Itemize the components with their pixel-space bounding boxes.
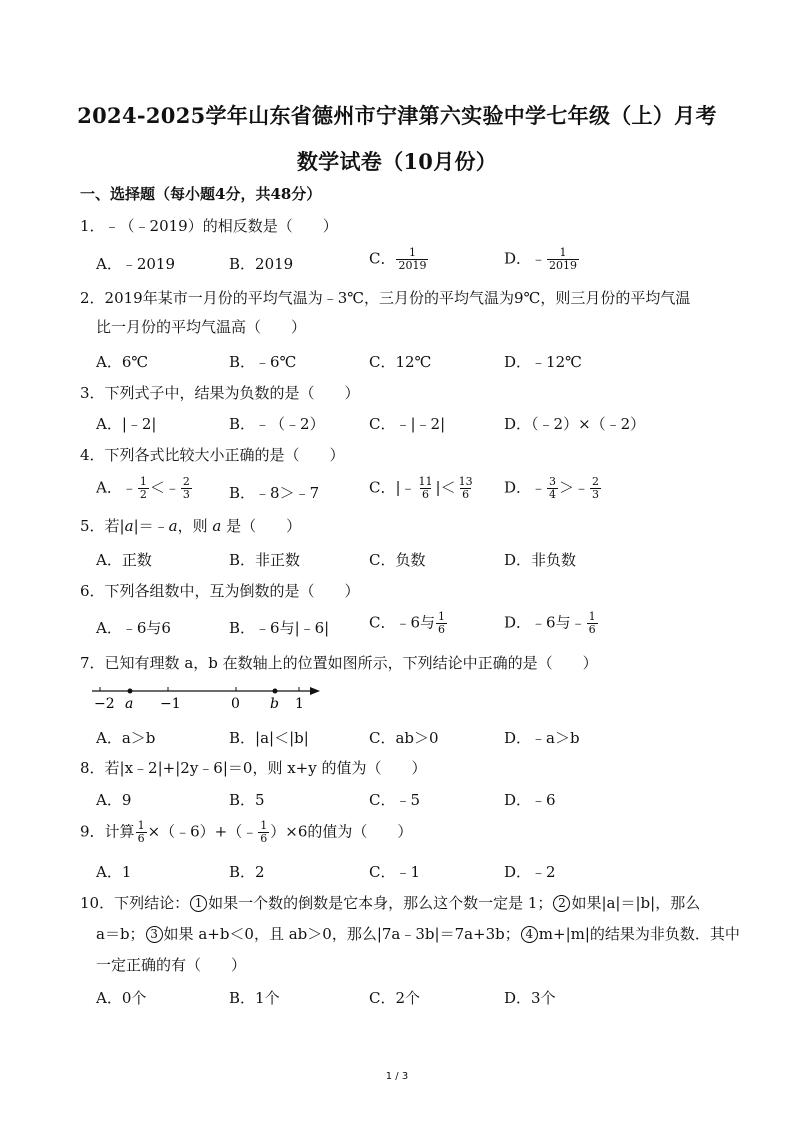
option-d: D．﹣ $\frac{1}{2019}$	[504, 246, 578, 272]
option-d: D．（﹣2）×（﹣2）	[504, 415, 646, 433]
option-a: A．﹣6与6	[96, 619, 171, 637]
option-d: D．3个	[504, 989, 556, 1007]
option-b: B．2	[229, 863, 265, 881]
option-d: D．﹣2	[504, 863, 556, 881]
option-a: A．﹣ $\frac{1}{2}$ ＜﹣ $\frac{2}{3}$	[96, 475, 190, 501]
question-4-options	[96, 475, 716, 506]
label-1: 1	[295, 696, 304, 712]
option-d: D．﹣12℃	[504, 353, 582, 371]
page-number: 1 / 3	[385, 1071, 409, 1082]
question-2-options	[96, 351, 716, 375]
question-3-options	[96, 413, 716, 437]
question-10-options	[96, 987, 716, 1011]
label-0: 0	[231, 696, 240, 712]
option-a: A．6℃	[96, 353, 149, 371]
option-d: D．非负数	[504, 551, 577, 569]
option-a: A．|﹣2|	[96, 415, 157, 433]
point-b	[273, 689, 278, 694]
number-line-figure	[88, 680, 328, 714]
question-6: 6．下列各组数中，互为倒数的是（ ）	[80, 582, 360, 600]
option-c: C．﹣5	[369, 791, 421, 809]
option-c: C． $\frac{1}{2019}$	[369, 246, 427, 272]
option-b: B．2019	[229, 255, 294, 273]
option-d: D．﹣ $\frac{3}{4}$ ＞﹣ $\frac{2}{3}$	[504, 475, 600, 501]
option-d: D．﹣6	[504, 791, 556, 809]
question-6-options	[96, 610, 716, 641]
question-10-line2: a＝b； 3 如果 a+b＜0，且 ab＞0，那么|7a﹣3b|＝7a+3b； 4 m+|m|的结果为非负数．其中	[96, 925, 740, 943]
question-8: 8．若|x﹣2|+|2y﹣6|＝0，则 x+y 的值为（ ）	[80, 759, 427, 777]
option-c: C．负数	[369, 551, 426, 569]
option-a: A．正数	[96, 551, 152, 569]
option-d: D．﹣a＞b	[504, 729, 580, 747]
option-c: C．2个	[369, 989, 421, 1007]
option-a: A．1	[96, 863, 132, 881]
page-subtitle: 数学试卷（10月份）	[296, 149, 498, 174]
question-10-line1: 10．下列结论： 1 如果一个数的倒数是它本身，那么这个数一定是 1； 2 如果|a|＝|b|，那么	[80, 894, 701, 912]
question-9: 9．计算 $\frac{1}{6}$ ×（﹣6）+（﹣ $\frac{1}{6}$ ）×6的值为（ ）	[80, 819, 413, 845]
question-4: 4．下列各式比较大小正确的是（ ）	[80, 446, 345, 464]
question-10-line3: 一定正确的有（ ）	[96, 956, 247, 974]
option-c: C．|﹣ $\frac{11}{6}$ |＜ $\frac{13}{6}$	[369, 475, 473, 501]
option-a: A．a＞b	[96, 729, 156, 747]
question-3: 3．下列式子中，结果为负数的是（ ）	[80, 384, 360, 402]
option-b: B．5	[229, 791, 265, 809]
label-b: b	[270, 696, 279, 712]
option-a: A．﹣2019	[96, 255, 176, 273]
question-7: 7．已知有理数 a，b 在数轴上的位置如图所示，下列结论中正确的是（ ）	[80, 654, 598, 672]
circled-number: 3	[146, 926, 163, 943]
option-a: A．9	[96, 791, 132, 809]
label-a: a	[125, 696, 134, 712]
option-d: D．﹣6与﹣ $\frac{1}{6}$	[504, 610, 596, 636]
option-c: C．﹣6与 $\frac{1}{6}$	[369, 610, 446, 636]
option-b: B．|a|＜|b|	[229, 729, 309, 747]
point-a	[128, 689, 133, 694]
question-1-options	[96, 246, 716, 277]
option-b: B．﹣6与|﹣6|	[229, 619, 330, 637]
option-a: A．0个	[96, 989, 147, 1007]
circled-number: 2	[553, 895, 570, 912]
number-line-arrow	[310, 687, 320, 695]
question-5: 5．若|a|＝﹣a，则 a 是（ ）	[80, 517, 302, 535]
option-c: C．ab＞0	[369, 729, 439, 747]
option-c: C．12℃	[369, 353, 432, 371]
question-8-options	[96, 789, 716, 813]
option-c: C．﹣1	[369, 863, 421, 881]
question-2: 2．2019年某市一月份的平均气温为﹣3℃，三月份的平均气温为9℃，则三月份的平均气温	[80, 289, 691, 307]
section-heading: 一、选择题（每小题4分，共48分）	[80, 185, 322, 203]
question-number: 1．	[80, 217, 105, 235]
option-b: B．﹣6℃	[229, 353, 297, 371]
question-1	[80, 216, 338, 236]
circled-number: 1	[190, 895, 207, 912]
option-b: B．非正数	[229, 551, 301, 569]
question-7-options	[96, 727, 716, 751]
circled-number: 4	[521, 926, 538, 943]
option-b: B．﹣（﹣2）	[229, 415, 325, 433]
label-minus-1: −1	[160, 696, 181, 712]
option-b: B．1个	[229, 989, 280, 1007]
question-2-stem-line2: 比一月份的平均气温高（ ）	[96, 318, 307, 336]
label-minus-2: −2	[94, 696, 115, 712]
option-b: B．﹣8＞﹣7	[229, 484, 320, 502]
question-9-options	[96, 861, 716, 885]
question-stem: ﹣（﹣2019）的相反数是（ ）	[104, 217, 338, 235]
question-5-options	[96, 549, 716, 573]
option-c: C．﹣|﹣2|	[369, 415, 446, 433]
page-title: 2024-2025学年山东省德州市宁津第六实验中学七年级（上）月考	[77, 103, 717, 128]
